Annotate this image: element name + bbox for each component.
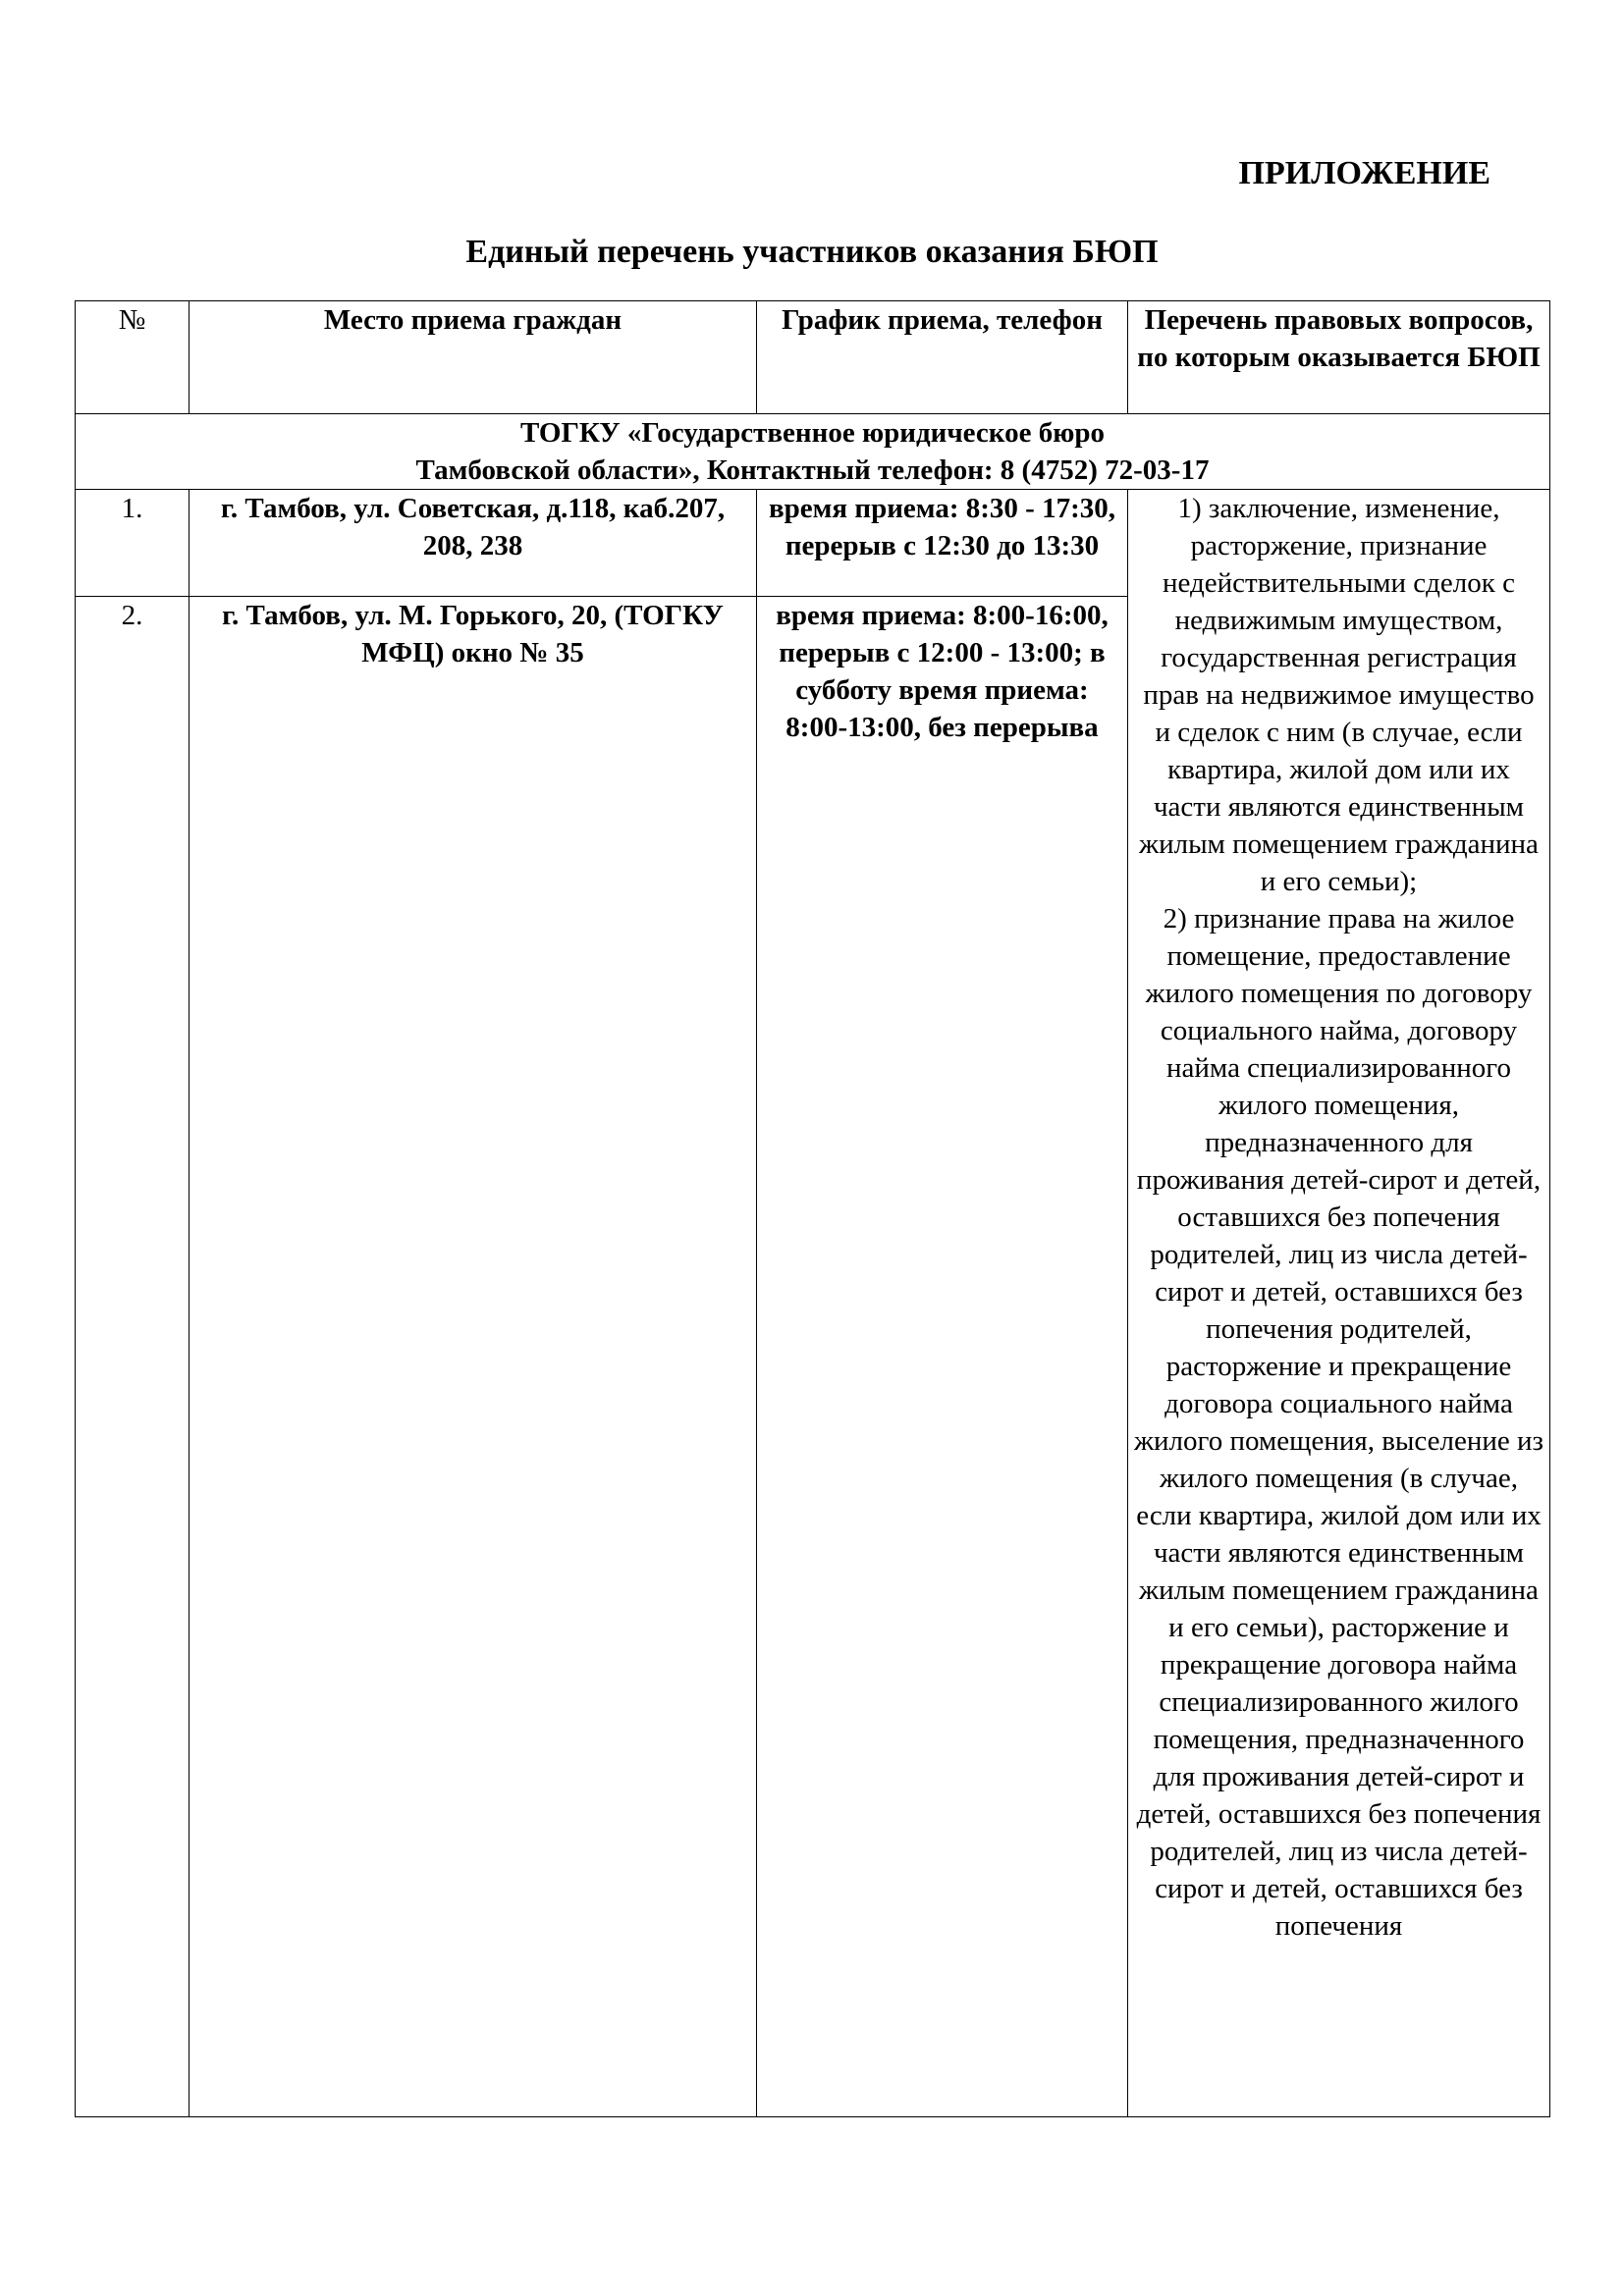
- row-1-num: 1.: [76, 490, 189, 597]
- questions-item-1: 1) заключение, изменение, расторжение, признание недействительными сделок с недвижимым имуществом, государственная регистрация прав на недвижимое имущество и сделок с ним (в случае, если квартира, жилой дом или их части являются единственным жилым помещением гражданина и его семьи);: [1139, 493, 1539, 897]
- org-cell: [76, 414, 1550, 490]
- questions-item-2: 2) признание права на жилое помещение, предоставление жилого помещения по договору социального найма, договору найма специализированного жилого помещения, предназначенного для проживания детей-сирот и детей, оставшихся без попечения родителей, лиц из числа детей-сирот и детей, оставшихся без попечения родителей, расторжение и прекращение договора социального найма жилого помещения, выселение из жилого помещения (в случае, если квартира, жилой дом или их части являются единственным жилым помещением гражданина и его семьи), расторжение и прекращение договора найма специализированного жилого помещения, предназначенного для проживания детей-сирот и детей, оставшихся без попечения родителей, лиц из числа детей-сирот и детей, оставшихся без попечения: [1134, 903, 1543, 1942]
- appendix-label: ПРИЛОЖЕНИЕ: [1238, 155, 1490, 191]
- header-place: [189, 301, 757, 414]
- table-row: [76, 490, 1550, 597]
- header-schedule: [757, 301, 1128, 414]
- row-1-place: г. Тамбов, ул. Советская, д.118, каб.207, 208, 238: [189, 490, 757, 597]
- org-line-2: Тамбовской области», Контактный телефон: 8 (4752) 72-03-17: [415, 454, 1210, 486]
- org-line-1: ТОГКУ «Государственное юридическое бюро: [519, 417, 1106, 449]
- questions-cell: [1128, 490, 1550, 2117]
- header-num-text: №: [118, 304, 146, 336]
- row-2-num: 2.: [76, 597, 189, 2117]
- header-place-text: Место приема граждан: [323, 304, 623, 336]
- header-schedule-text: График приема, телефон: [782, 304, 1103, 336]
- table-header-row: [76, 301, 1550, 414]
- row-2-place: г. Тамбов, ул. М. Горького, 20, (ТОГКУ МФЦ) окно № 35: [189, 597, 757, 2117]
- document-title: Единый перечень участников оказания БЮП: [465, 234, 1159, 270]
- participants-table: [75, 300, 1550, 2117]
- header-questions: [1128, 301, 1550, 414]
- header-num: [76, 301, 189, 414]
- org-row: [76, 414, 1550, 490]
- row-2-schedule: время приема: 8:00-16:00, перерыв с 12:00 - 13:00; в субботу время приема: 8:00-13:00, без перерыва: [757, 597, 1128, 2117]
- row-1-schedule: время приема: 8:30 - 17:30, перерыв с 12:30 до 13:30: [757, 490, 1128, 597]
- header-questions-text: Перечень правовых вопросов, по которым оказывается БЮП: [1137, 304, 1541, 373]
